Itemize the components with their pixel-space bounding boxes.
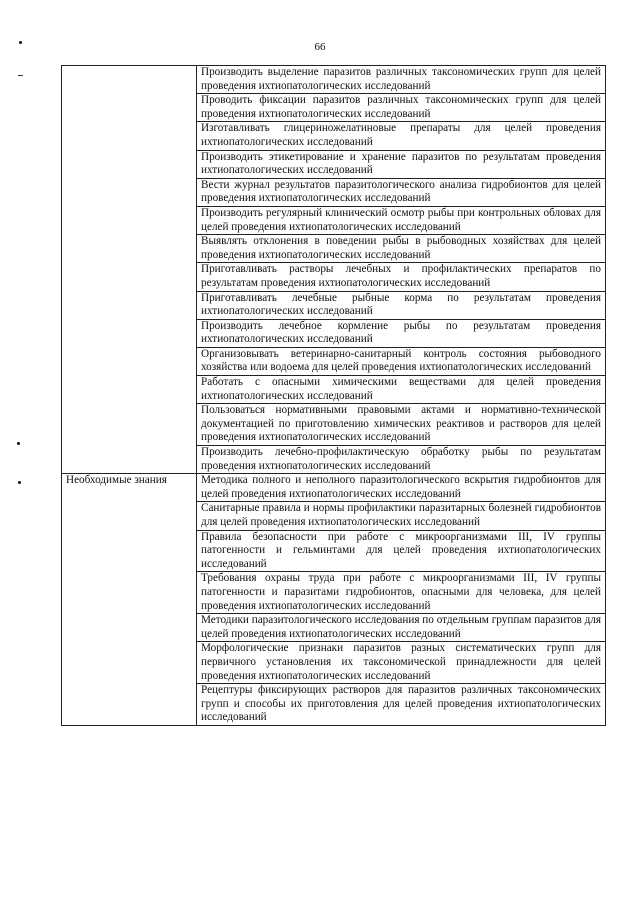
item-cell: Работать с опасными химическими веществами для целей проведения ихтиопатологических исследований [197, 376, 606, 404]
table-row [62, 474, 606, 502]
item-cell: Проводить фиксации паразитов различных таксономических групп для целей проведения ихтиопатологических исследований [197, 94, 606, 122]
item-cell: Санитарные правила и нормы профилактики паразитарных болезней гидробионтов для целей проведения ихтиопатологических исследований [197, 502, 606, 530]
item-cell: Правила безопасности при работе с микроорганизмами III, IV группы патогенности и гельминтами для целей проведения ихтиопатологических исследований [197, 530, 606, 572]
margin-tick [18, 75, 23, 76]
page-number: 66 [314, 41, 326, 53]
category-cell: Необходимые знания [62, 474, 197, 726]
item-cell: Методика полного и неполного паразитологического вскрытия гидробионтов для целей проведения ихтиопатологических исследований [197, 474, 606, 502]
item-cell: Приготавливать лечебные рыбные корма по результатам проведения ихтиопатологических исследований [197, 291, 606, 319]
item-cell: Производить этикетирование и хранение паразитов по результатам проведения ихтиопатологических исследований [197, 150, 606, 178]
item-cell: Морфологические признаки паразитов разных систематических групп для первичного установления их таксономической принадлежности для целей проведения ихтиопатологических исследований [197, 642, 606, 684]
item-cell: Изготавливать глицериножелатиновые препараты для целей проведения ихтиопатологических исследований [197, 122, 606, 150]
table-row [62, 66, 606, 94]
item-cell: Требования охраны труда при работе с микроорганизмами III, IV группы патогенности и паразитами гидробионтов, опасными для человека, для целей проведения ихтиопатологических исследований [197, 572, 606, 614]
margin-dot [19, 41, 22, 44]
margin-dot [18, 481, 21, 484]
margin-dot [17, 442, 20, 445]
item-cell: Рецептуры фиксирующих растворов для паразитов различных таксономических групп и способы их приготовления для целей проведения ихтиопатологических исследований [197, 684, 606, 726]
item-cell: Производить лечебно-профилактическую обработку рыбы по результатам проведения ихтиопатологических исследований [197, 446, 606, 474]
competency-table [61, 65, 606, 726]
item-cell: Производить регулярный клинический осмотр рыбы при контрольных обловах для целей проведения ихтиопатологических исследований [197, 206, 606, 234]
item-cell: Вести журнал результатов паразитологического анализа гидробионтов для целей проведения ихтиопатологических исследований [197, 178, 606, 206]
item-cell: Производить выделение паразитов различных таксономических групп для целей проведения ихтиопатологических исследований [197, 66, 606, 94]
item-cell: Приготавливать растворы лечебных и профилактических препаратов по результатам проведения ихтиопатологических исследований [197, 263, 606, 291]
item-cell: Методики паразитологического исследования по отдельным группам паразитов для целей проведения ихтиопатологических исследований [197, 614, 606, 642]
item-cell: Выявлять отклонения в поведении рыбы в рыбоводных хозяйствах для целей проведения ихтиопатологических исследований [197, 235, 606, 263]
item-cell: Пользоваться нормативными правовыми актами и нормативно-технической документацией по приготовлению химических реактивов и растворов для целей проведения ихтиопатологических исследований [197, 404, 606, 446]
item-cell: Организовывать ветеринарно-санитарный контроль состояния рыбоводного хозяйства или водоема для целей проведения ихтиопатологических исследований [197, 347, 606, 375]
item-cell: Производить лечебное кормление рыбы по результатам проведения ихтиопатологических исследований [197, 319, 606, 347]
category-cell [62, 66, 197, 474]
